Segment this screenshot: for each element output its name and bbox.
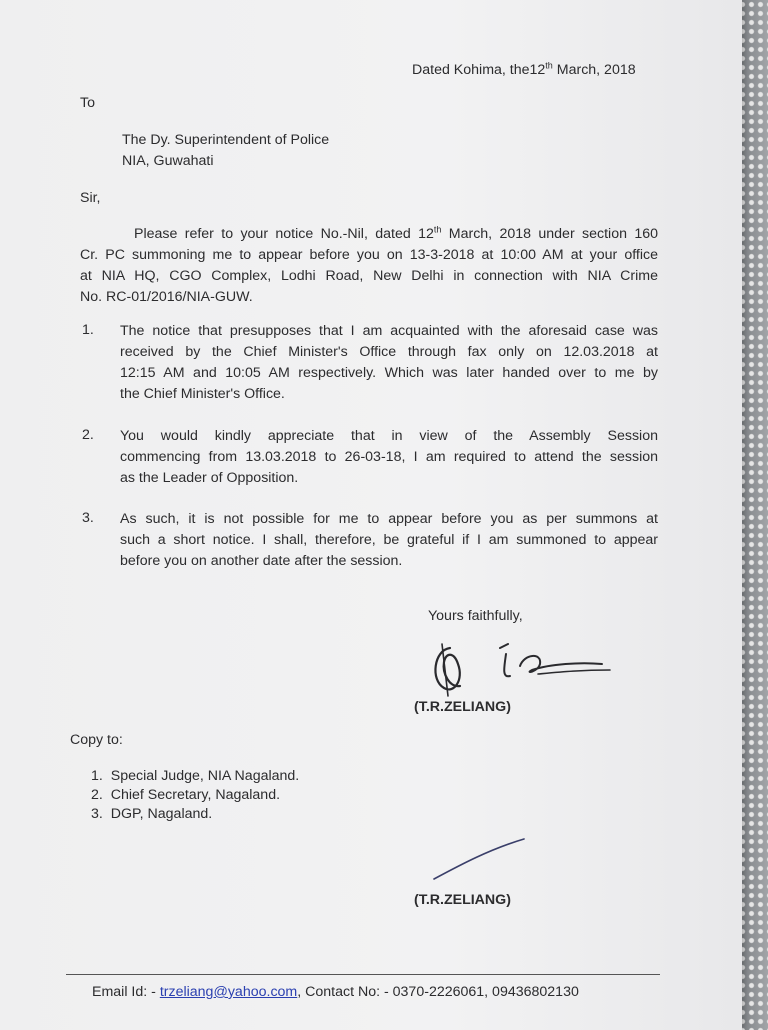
date-line: Dated Kohima, the12th March, 2018 (412, 60, 636, 78)
point-1-line-4: the Chief Minister's Office. (120, 386, 285, 402)
point-3-line-2: such a short notice. I shall, therefore, be grateful if I am summoned to appear (120, 532, 658, 548)
point-3-number: 3. (82, 510, 94, 526)
closing: Yours faithfully, (428, 608, 523, 624)
initial-stroke (430, 835, 530, 885)
copy-to-label: Copy to: (70, 732, 123, 748)
intro-line-3: at NIA HQ, CGO Complex, Lodhi Road, New Delhi in connection with NIA Crime (80, 268, 658, 284)
copy-list-item-3: 3. DGP, Nagaland. (91, 806, 213, 822)
intro-line-2: Cr. PC summoning me to appear before you on 13-3-2018 at 10:00 AM at your office (80, 247, 658, 263)
lace-tablecloth-background (738, 0, 768, 1030)
intro-line-1: Please refer to your notice No.-Nil, dated 12th March, 2018 under section 160 (134, 224, 658, 242)
intro-line-4: No. RC-01/2016/NIA-GUW. (80, 289, 253, 305)
point-1-line-2: received by the Chief Minister's Office through fax only on 12.03.2018 at (120, 344, 658, 360)
copy-list-item-2: 2. Chief Secretary, Nagaland. (91, 787, 281, 803)
handwritten-signature (420, 640, 620, 700)
addressee-line-1: The Dy. Superintendent of Police (122, 132, 330, 148)
point-2-line-3: as the Leader of Opposition. (120, 470, 299, 486)
signatory-name: (T.R.ZELIANG) (414, 699, 511, 715)
copy-list-item-1: 1. Special Judge, NIA Nagaland. (91, 768, 300, 784)
point-3-line-1: As such, it is not possible for me to appear before you as per summons at (120, 511, 658, 527)
point-1-line-1: The notice that presupposes that I am acquainted with the aforesaid case was (120, 323, 658, 339)
point-1-number: 1. (82, 322, 94, 338)
point-2-line-1: You would kindly appreciate that in view of the Assembly Session (120, 428, 658, 444)
salutation: Sir, (80, 190, 101, 206)
point-2-line-2: commencing from 13.03.2018 to 26-03-18, I am required to attend the session (120, 449, 658, 465)
point-1-line-3: 12:15 AM and 10:05 AM respectively. Which was later handed over to me by (120, 365, 658, 381)
signatory-name-2: (T.R.ZELIANG) (414, 892, 511, 908)
to-label: To (80, 95, 95, 111)
point-3-line-3: before you on another date after the session. (120, 553, 403, 569)
point-2-number: 2. (82, 427, 94, 443)
email-link[interactable]: trzeliang@yahoo.com (159, 984, 298, 1000)
addressee-line-2: NIA, Guwahati (122, 153, 214, 169)
footer-divider (66, 974, 660, 975)
footer-contact: Email Id: - trzeliang@yahoo.com, Contact No: - 0370-2226061, 09436802130 (92, 984, 579, 1000)
